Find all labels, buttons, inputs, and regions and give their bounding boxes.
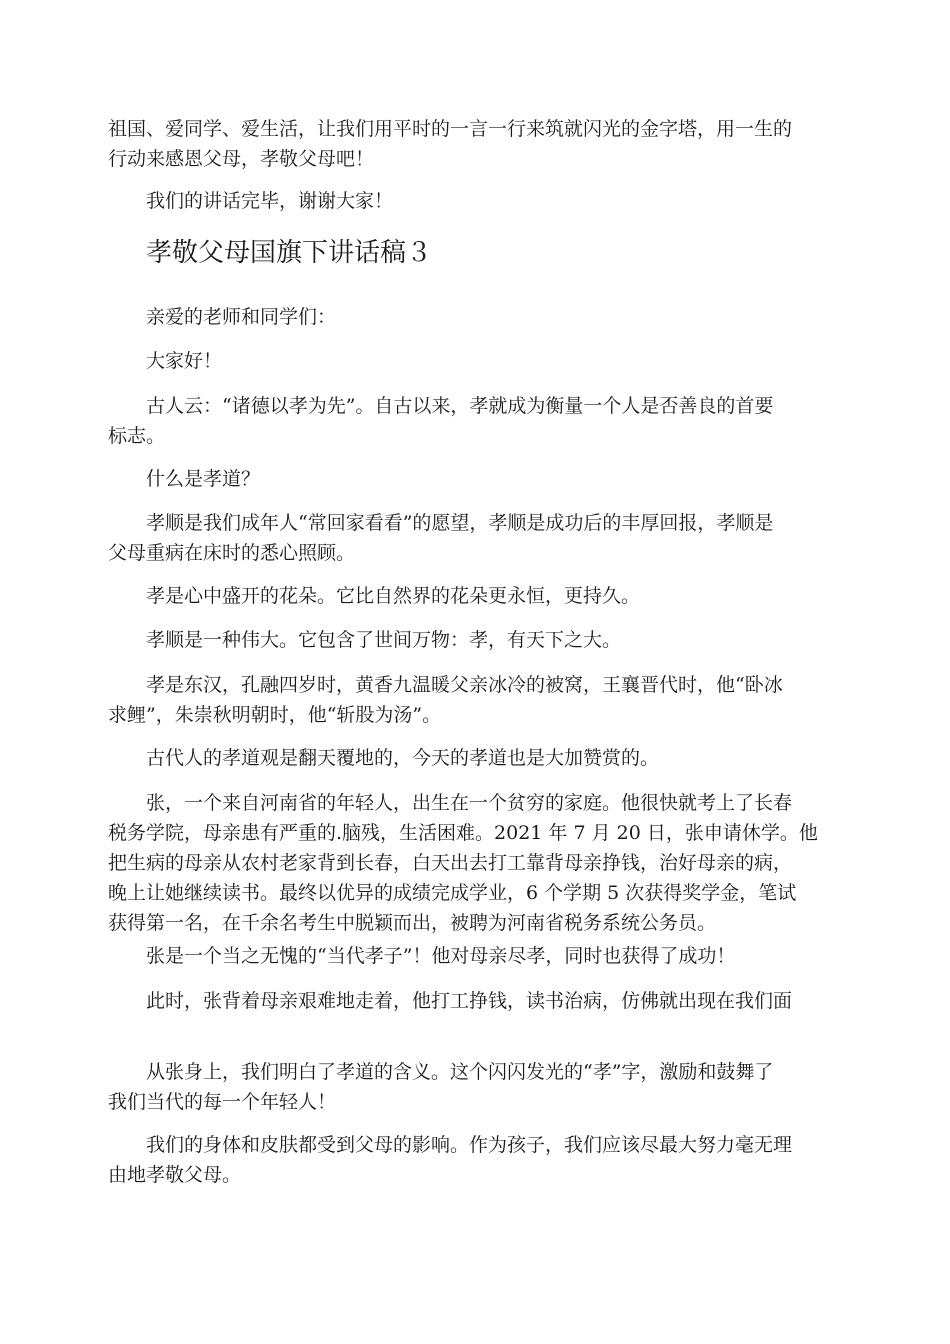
text-line: 古人云：“诸德以孝为先”。自古以来，孝就成为衡量一个人是否善良的首要 xyxy=(146,395,774,417)
text-line: 行动来感恩父母，孝敬父母吧！ xyxy=(108,148,375,170)
paragraph-1 xyxy=(108,391,840,451)
text-line: 我们当代的每一个年轻人！ xyxy=(108,1091,337,1113)
text-line: 孝顺是我们成年人“常回家看看”的愿望，孝顺是成功后的丰厚回报，孝顺是 xyxy=(146,512,774,534)
paragraph-8 xyxy=(108,788,840,938)
text-line: 从张身上，我们明白了孝道的含义。这个闪闪发光的“孝”字，激励和鼓舞了 xyxy=(146,1061,774,1083)
paragraph-10: 此时，张背着母亲艰难地走着，他打工挣钱，读书治病，仿佛就出现在我们面 xyxy=(146,990,793,1012)
paragraph-5: 孝顺是一种伟大。它包含了世间万物：孝，有天下之大。 xyxy=(146,629,622,651)
paragraph-2: 什么是孝道？ xyxy=(146,468,261,490)
greeting-paragraph: 亲爱的老师和同学们： xyxy=(146,306,337,328)
paragraph-7: 古代人的孝道观是翻天覆地的，今天的孝道也是大加赞赏的。 xyxy=(146,747,660,769)
closing-paragraph: 我们的讲话完毕，谢谢大家！ xyxy=(146,190,394,212)
paragraph-12 xyxy=(108,1130,840,1190)
text-line: 晚上让她继续读书。最终以优异的成绩完成学业，6 个学期 5 次获得奖学金，笔试 xyxy=(108,882,797,904)
hello-paragraph: 大家好！ xyxy=(146,350,223,372)
section-heading: 孝敬父母国旗下讲话稿３ xyxy=(146,238,433,268)
text-line: 孝是东汉，孔融四岁时，黄香九温暖父亲冰冷的被窝，王襄晋代时，他“卧冰 xyxy=(146,674,783,696)
text-line: 父母重病在床时的悉心照顾。 xyxy=(108,542,356,564)
text-line: 我们的身体和皮肤都受到父母的影响。作为孩子，我们应该尽最大努力毫无理 xyxy=(146,1134,793,1156)
text-line: 祖国、爱同学、爱生活，让我们用平时的一言一行来筑就闪光的金字塔，用一生的 xyxy=(108,118,793,140)
paragraph-11 xyxy=(108,1057,840,1117)
paragraph-4: 孝是心中盛开的花朵。它比自然界的花朵更永恒，更持久。 xyxy=(146,585,641,607)
paragraph-9: 张是一个当之无愧的“当代孝子”！他对母亲尽孝，同时也获得了成功！ xyxy=(146,945,736,967)
text-line: 税务学院，母亲患有严重的.脑残，生活困难。2021 年 7 月 20 日，张申请休学。他 xyxy=(108,822,818,844)
text-line: 把生病的母亲从农村老家背到长春，白天出去打工靠背母亲挣钱，治好母亲的病， xyxy=(108,852,793,874)
text-line: 标志。 xyxy=(108,425,166,447)
text-line: 求鲤”，朱崇秋明朝时，他“斩股为汤”。 xyxy=(108,704,442,726)
text-line: 获得第一名，在千余名考生中脱颖而出，被聘为河南省税务系统公务员。 xyxy=(108,912,717,934)
text-line: 张，一个来自河南省的年轻人，出生在一个贫穷的家庭。他很快就考上了长春 xyxy=(146,792,793,814)
paragraph-3 xyxy=(108,508,840,568)
paragraph-6 xyxy=(108,670,840,730)
intro-paragraph xyxy=(108,114,840,174)
text-line: 由地孝敬父母。 xyxy=(108,1164,242,1186)
